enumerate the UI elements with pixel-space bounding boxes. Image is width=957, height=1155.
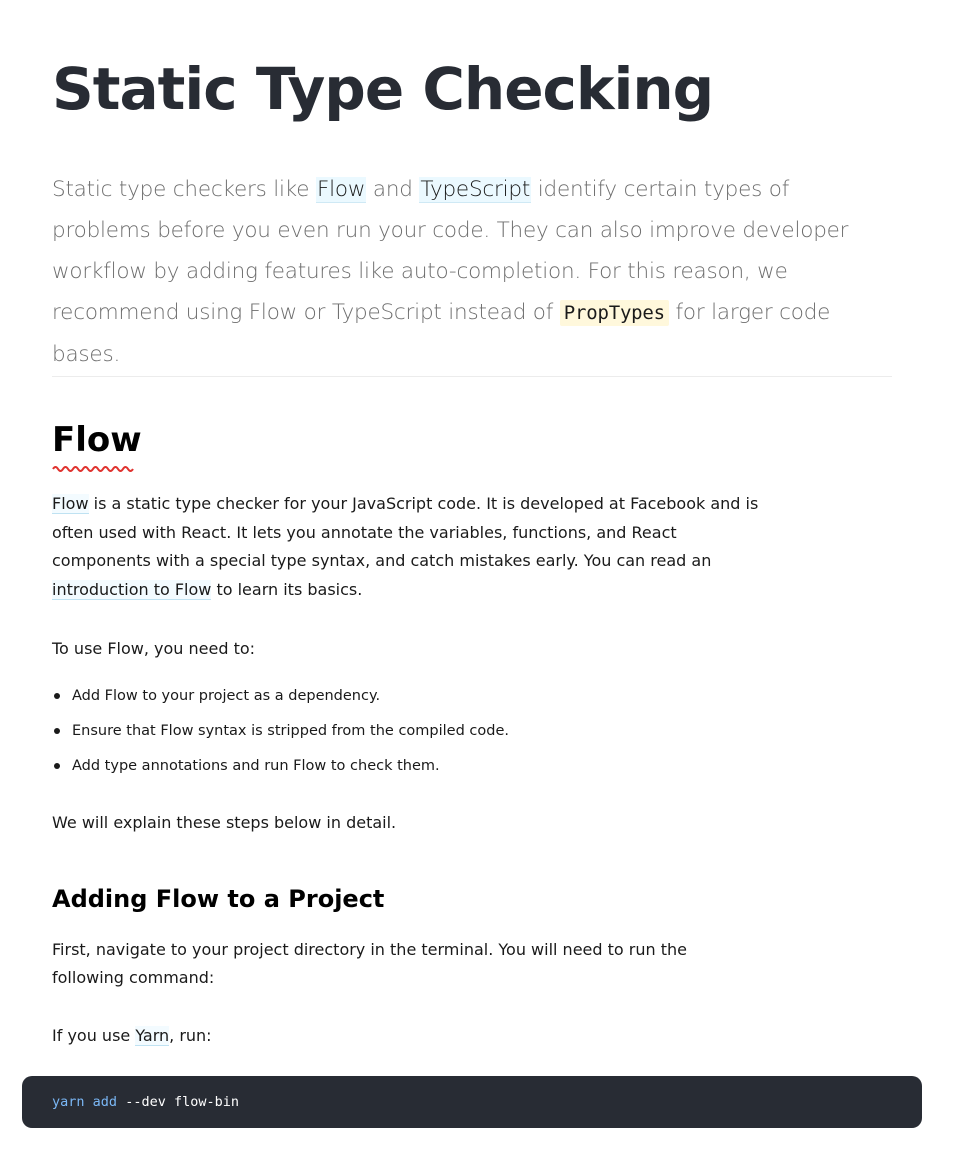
navigate-instructions: First, navigate to your project directory in the terminal. You will need to run the following command: bbox=[52, 940, 687, 987]
intro-text-2: and bbox=[366, 177, 420, 202]
adding-flow-heading: Adding Flow to a Project bbox=[52, 885, 385, 913]
code-line bbox=[52, 1092, 239, 1112]
flow-description-text-1: is a static type checker for your JavaScript code. It is developed at Facebook and is often used with React. It lets you annotate the variables, functions, and React components with a special type syntax, and catch mistakes early. You can read an bbox=[52, 494, 759, 570]
flow-description-text-2: to learn its basics. bbox=[211, 579, 363, 599]
intro-text-1: Static type checkers like bbox=[52, 177, 316, 202]
flow-heading: Flow bbox=[52, 420, 142, 460]
yarn-link[interactable]: Yarn bbox=[135, 1026, 170, 1045]
bullet-icon bbox=[54, 693, 60, 699]
code-token-add: add bbox=[92, 1094, 118, 1110]
list-item bbox=[52, 753, 509, 788]
code-token-args: --dev flow-bin bbox=[125, 1094, 239, 1110]
list-item bbox=[52, 683, 509, 718]
bullet-icon bbox=[54, 763, 60, 769]
code-token-yarn: yarn bbox=[52, 1094, 85, 1110]
proptypes-inline-code: PropTypes bbox=[560, 300, 669, 326]
list-item-text: Ensure that Flow syntax is stripped from the compiled code. bbox=[72, 723, 509, 739]
section-divider bbox=[52, 376, 892, 377]
explain-steps-text: We will explain these steps below in detail. bbox=[52, 813, 397, 832]
page-title: Static Type Checking bbox=[52, 55, 714, 123]
list-item-text: Add Flow to your project as a dependency. bbox=[72, 688, 381, 704]
list-item bbox=[52, 718, 509, 753]
intro-text-3: identify certain types of problems before you even run your code. They can also improve developer workflow by adding features like auto-completion. For this reason, we recommend using Flow or TypeScript instead of bbox=[52, 177, 849, 325]
to-use-flow-text: To use Flow, you need to: bbox=[52, 639, 256, 658]
list-item-text: Add type annotations and run Flow to check them. bbox=[72, 758, 440, 774]
introduction-to-flow-link[interactable]: introduction to Flow bbox=[52, 579, 212, 599]
intro-text-4: for larger code bases. bbox=[52, 300, 831, 367]
flow-steps-list bbox=[52, 683, 509, 788]
yarn-text-2: , run: bbox=[169, 1026, 212, 1045]
bullet-icon bbox=[54, 728, 60, 734]
typescript-link[interactable]: TypeScript bbox=[420, 177, 531, 202]
intro-paragraph bbox=[52, 169, 892, 375]
yarn-text-1: If you use bbox=[52, 1026, 136, 1045]
flow-description bbox=[52, 490, 762, 604]
flow-link[interactable]: Flow bbox=[316, 177, 366, 202]
code-block[interactable] bbox=[22, 1076, 922, 1128]
spellcheck-underline bbox=[52, 462, 134, 474]
flow-doc-link[interactable]: Flow bbox=[52, 494, 89, 513]
yarn-instructions bbox=[52, 1023, 212, 1049]
